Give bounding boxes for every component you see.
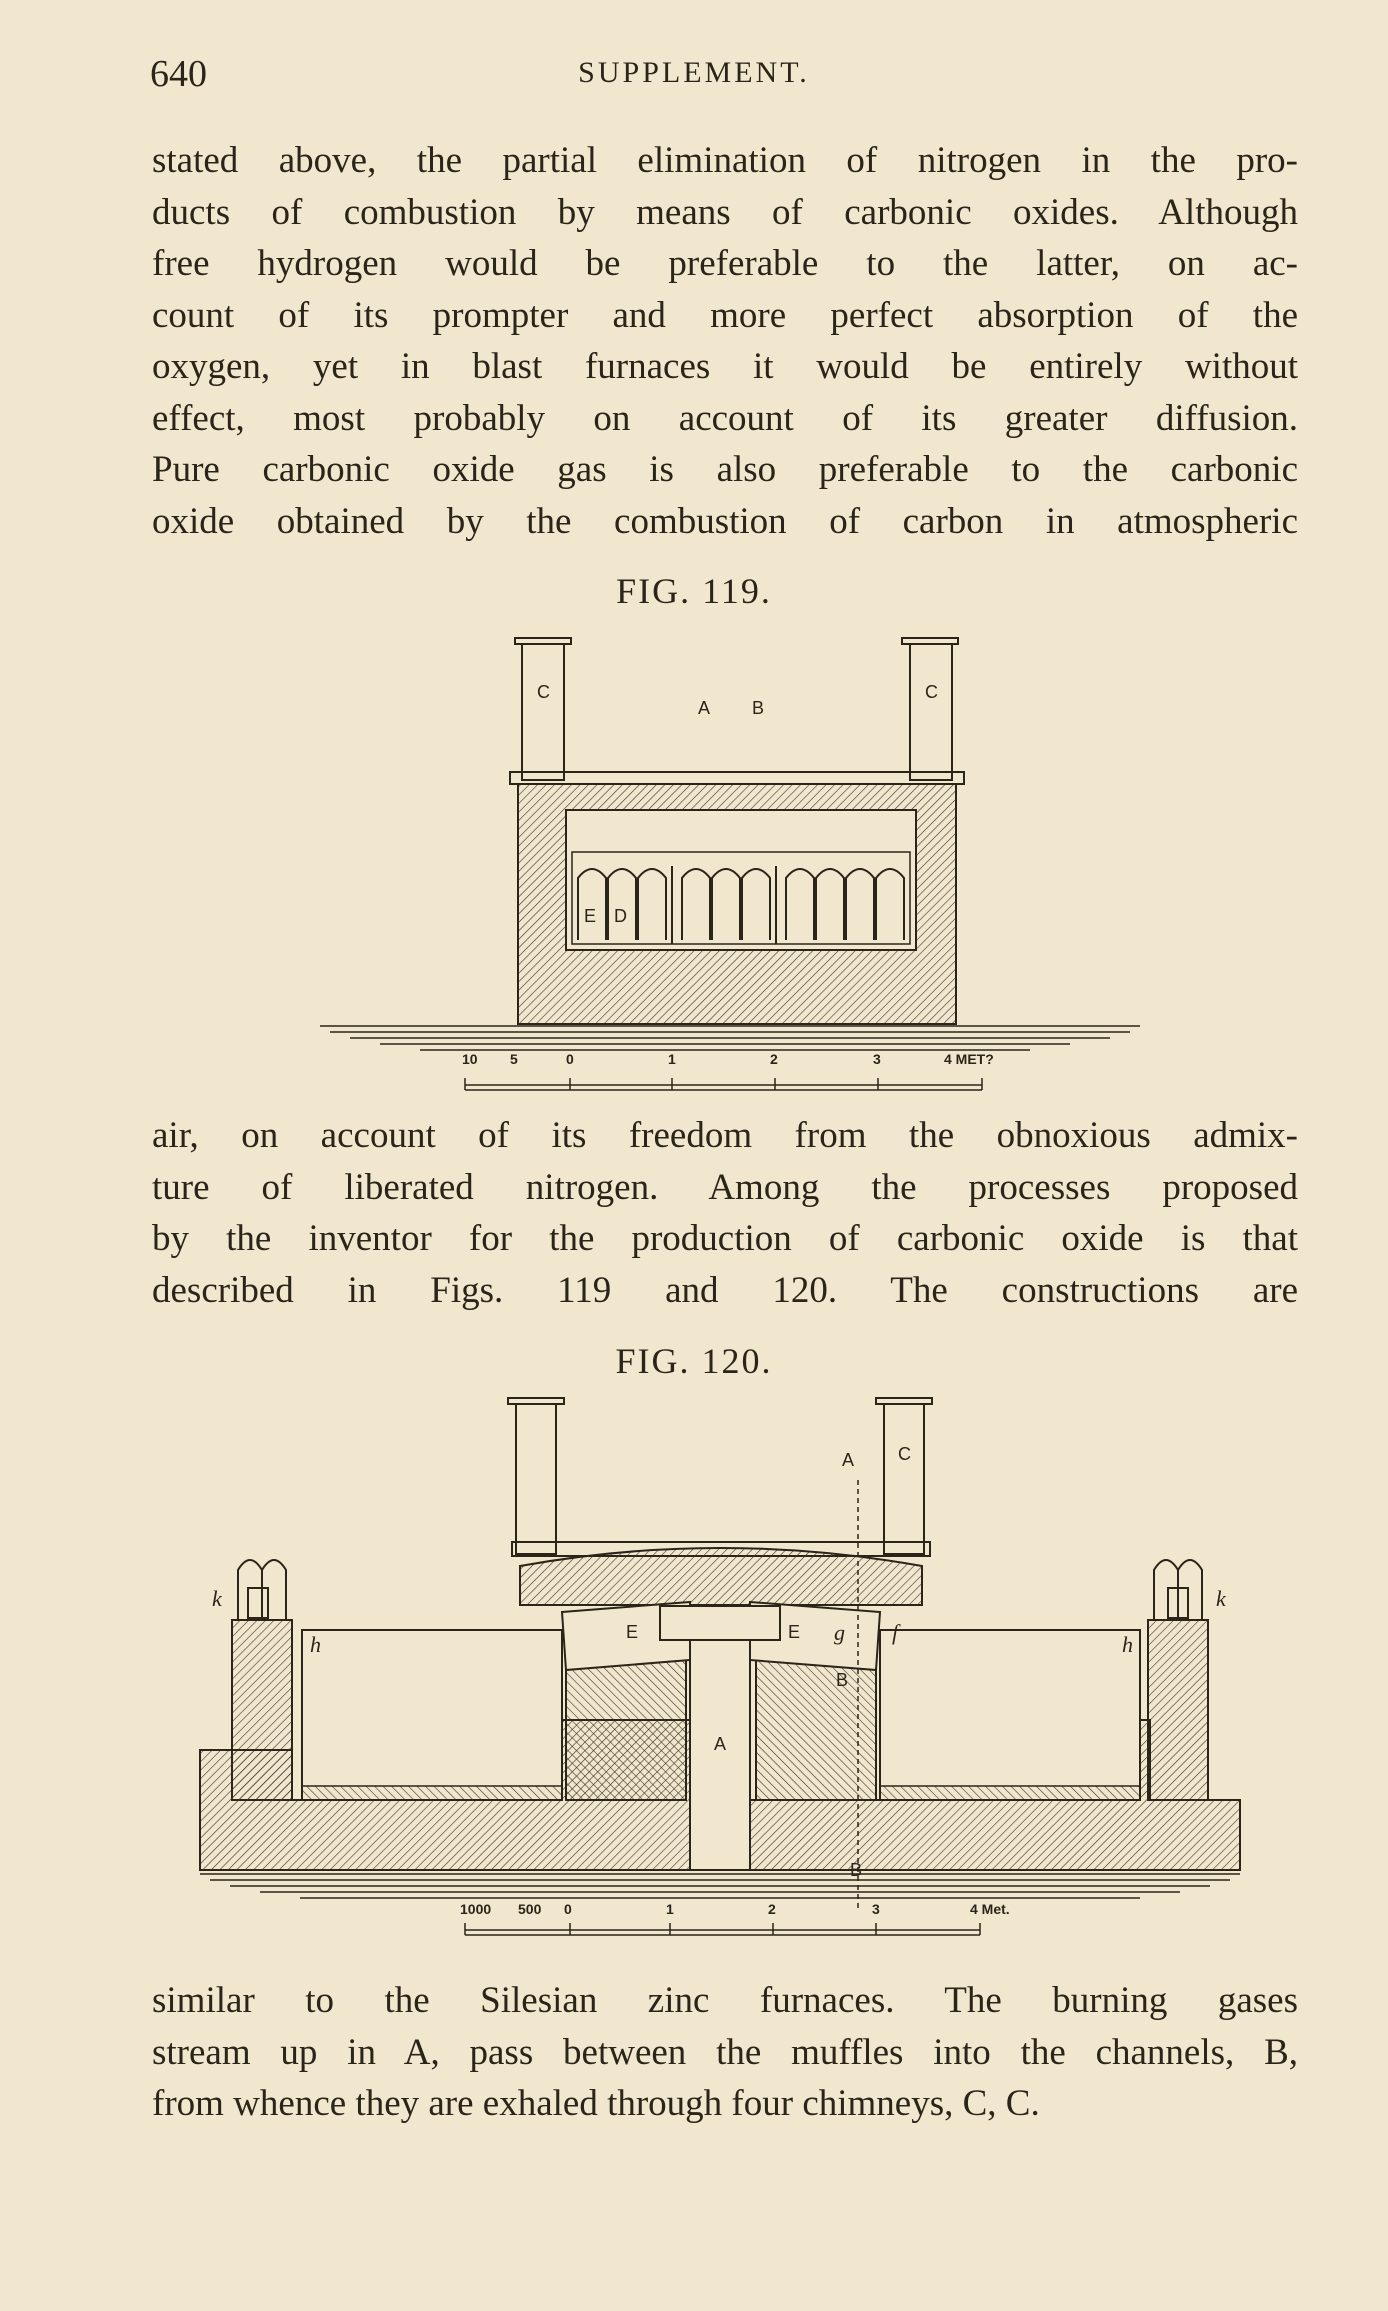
- label-g: g: [834, 1620, 845, 1645]
- figure-119-caption: FIG. 119.: [616, 571, 772, 611]
- label-b: B: [752, 698, 765, 718]
- text-line: stream up in A, pass between the muffles into the channels, B,: [152, 2031, 1298, 2073]
- furnace-section-120-drawing: [190, 1390, 1250, 1950]
- scale-label: 4 MET?: [944, 1051, 994, 1067]
- text-line: effect, most probably on account of its greater diffusion.: [152, 397, 1298, 439]
- scale-label: 500: [518, 1901, 542, 1917]
- label-c-left: C: [537, 682, 550, 702]
- text-line: described in Figs. 119 and 120. The constructions are: [152, 1269, 1298, 1311]
- label-c-right: C: [925, 682, 938, 702]
- paragraph-2: [152, 1110, 1298, 1316]
- scale-label: 0: [566, 1051, 574, 1067]
- scale-label: 1: [668, 1051, 676, 1067]
- label-k-right: k: [1216, 1586, 1226, 1611]
- label-b-center: B: [836, 1670, 849, 1690]
- figure-119: [310, 630, 1150, 1100]
- text-line: similar to the Silesian zinc furnaces. The burning gases: [152, 1980, 1298, 2021]
- label-e: E: [584, 906, 597, 926]
- scale-label: 3: [872, 1901, 880, 1917]
- label-e-left: E: [626, 1622, 639, 1642]
- label-c-top: C: [898, 1444, 911, 1464]
- label-a-top: A: [842, 1450, 855, 1470]
- text-line: ture of liberated nitrogen. Among the processes proposed: [152, 1166, 1298, 1208]
- figure-120-caption: FIG. 120.: [615, 1341, 773, 1381]
- figure-120: [190, 1390, 1250, 1950]
- text-line: free hydrogen would be preferable to the latter, on ac-: [152, 243, 1298, 284]
- scale-label: 1000: [460, 1901, 492, 1917]
- text-line: stated above, the partial elimination of nitrogen in the pro-: [152, 140, 1298, 181]
- text-line: oxygen, yet in blast furnaces it would be entirely without: [152, 346, 1298, 387]
- text-line: by the inventor for the production of carbonic oxide is that: [152, 1218, 1298, 1259]
- scale-label: 2: [768, 1901, 776, 1917]
- scale-label: 4 Met.: [970, 1901, 1010, 1917]
- page-header: [0, 52, 1388, 100]
- scale-label: 1: [666, 1901, 674, 1917]
- label-b-bottom: B: [850, 1860, 863, 1880]
- scale-label: 10: [462, 1051, 478, 1067]
- scale-label: 2: [770, 1051, 778, 1067]
- text-line: count of its prompter and more perfect absorption of the: [152, 294, 1298, 336]
- furnace-section-119-drawing: [310, 630, 1150, 1100]
- label-h-right: h: [1122, 1632, 1133, 1657]
- text-line: air, on account of its freedom from the obnoxious admix-: [152, 1115, 1298, 1156]
- running-head: SUPPLEMENT.: [578, 56, 810, 89]
- label-d: D: [614, 906, 627, 926]
- paragraph-3: [152, 1975, 1298, 2130]
- scale-label: 0: [564, 1901, 572, 1917]
- label-h-left: h: [310, 1632, 321, 1657]
- label-a: A: [698, 698, 711, 718]
- text-line: ducts of combustion by means of carbonic oxides. Although: [152, 191, 1298, 233]
- text-line: from whence they are exhaled through four chimneys, C, C.: [152, 2083, 1040, 2124]
- paragraph-1: [152, 135, 1298, 547]
- scale-label: 5: [510, 1051, 518, 1067]
- label-e-right: E: [788, 1622, 801, 1642]
- scale-label: 3: [873, 1051, 881, 1067]
- text-line: oxide obtained by the combustion of carbon in atmospheric: [152, 500, 1298, 542]
- label-a-center: A: [714, 1734, 727, 1754]
- text-line: Pure carbonic oxide gas is also preferable to the carbonic: [152, 449, 1298, 490]
- label-k-left: k: [212, 1586, 222, 1611]
- label-f: f: [892, 1620, 899, 1645]
- page-number: 640: [150, 53, 207, 95]
